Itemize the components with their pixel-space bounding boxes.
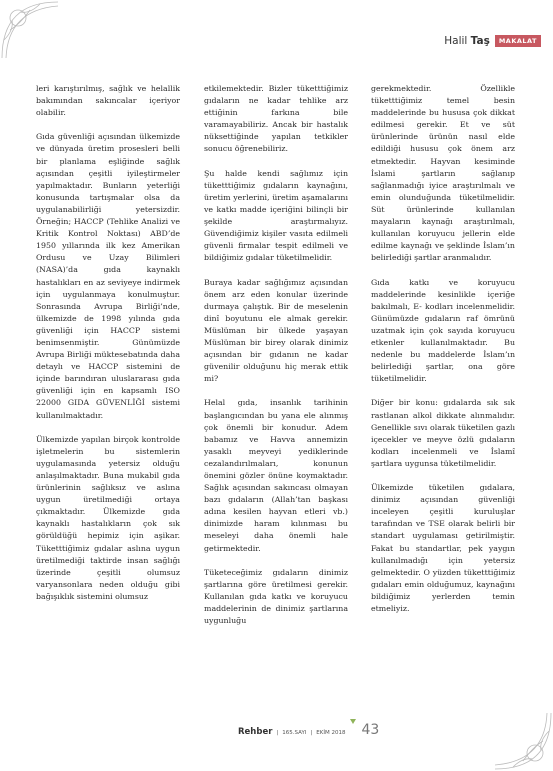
magazine-logo: Rehber: [238, 727, 273, 737]
paragraph: Şu halde kendi sağlımız için tüketttiğimiz gıdaların kaynağını, üretim yerlerini, üretim aşamalarını ve katkı madde içeriğini bilinçli bir şekilde araştırmalıyız. Güvendiğimiz kişiler vasıta edilmeli güvenli firmalar tespit edilmeli ve bildiğimiz gıdalar tüketilmelidir.: [204, 168, 348, 263]
paragraph: Buraya kadar sağlığımız açısından önem arz eden konular üzerinde durmaya çalıştık. Bir de meselenin dinî boyutunu ele almak gerekir. Müslüman bir ülkede yaşayan Müslüman bir birey olarak dinimiz açısından bir gıdanın ne kadar güvenilir olduğunu hiç merak ettik mi?: [204, 277, 348, 384]
paragraph: Ülkemizde tüketilen gıdalara, dinimiz açısından güvenliği inceleyen çeşitli kuruluşlar tarafından ve TSE olarak belirli bir standart uygulaması getirilmiştir. Fakat bu standartlar, pek yaygın kullanılmadığı için yetersiz gelmektedir. O yüzden tüketttiğimiz gıdaları emin olduğumuz, kaynağını bildiğimiz yerlerden temin etmeliyiz.: [371, 483, 515, 614]
article-header: [444, 35, 541, 47]
text-column-2: [204, 83, 348, 639]
text-column-1: [36, 83, 180, 615]
author-first-name: Halil: [444, 35, 468, 47]
text-column-3: [371, 83, 515, 627]
paragraph: Gıda güvenliği açısından ülkemizde ve dünyada üretim prosesleri belli bir planlama eşliğinde sağlık açısından çeşitli iyileştirmeler yapılmaktadır. Bunların yeterliği konusunda tartışmalar olsa da uygulanabilirliği yetersizdir. Örneğin; HACCP (Tehlike Analizi ve Kritik Kontrol Noktası) ABD’de 1950 yıllarında ilk kez Amerikan Ordusu ve Uzay Bilimleri (NASA)’da gıda kaynaklı hastalıkları en az seviyeye indirmek için uygulanmaya konulmuştur. Sonrasında Avrupa Birliği’nde, ülkemizde de 1998 yılında gıda güvenliği için HACCP sistemi benimsenmiştir. Günümüzde Avrupa Birliği müktesebatında daha detaylı ve HACCP sistemini de içinde barındıran uluslararası gıda güvenliği için en kapsamlı ISO 22000 GIDA GÜVENLİĞİ sistemi kullanılmaktadır.: [36, 132, 180, 420]
page-number: 43: [361, 722, 380, 738]
issue-date: EKİM 2018: [316, 730, 346, 736]
author-name: [444, 35, 490, 47]
corner-ornament: [493, 711, 553, 771]
paragraph: etkilemektedir. Bizler tüketttiğimiz gıdaların ne kadar tehlike arz ettiğinin farkına bile varamayabiliriz. Ancak bir hastalık nüksettiğinde yapılan tetkikler sonucu öğrenebiliriz.: [204, 84, 348, 154]
footer-separator: |: [276, 730, 279, 736]
footer-separator: |: [310, 730, 313, 736]
author-last-name: Taş: [470, 35, 490, 47]
section-tag: MAKALAT: [495, 35, 541, 47]
issue-number: 165.SAYI: [282, 730, 307, 736]
paragraph: Diğer bir konu: gıdalarda sık sık rastlanan alkol dikkate alınmalıdır. Genellikle sıvı olarak tüketilen gazlı içecekler ve meyve özlü gıdaların kodları incelenmeli ve İslamî şartlara uygunsa tüketilmelidir.: [371, 398, 515, 468]
page-footer: [238, 722, 379, 738]
paragraph: gerekmektedir. Özellikle tüketttiğimiz temel besin maddelerinde bu hususa çok dikkat edilmesi gerekir. Et ve süt ürünlerinde ürünün nasıl elde edildiği hususu çok önem arz etmektedir. Hayvan kesiminde İslami şartların sağlanıp sağlanmadığı iyice araştırılmalı ve emin olunduğunda tüketilmelidir. Süt ürünlerinde kullanılan mayaların kaynağı araştırılmalı, kullanılan koruyucu jellerin elde edilme kaynağı ve şeklinde İslam’ın belirlediği şartlar aranmalıdır.: [371, 84, 515, 263]
paragraph: Ülkemizde yapılan birçok kontrolde işletmelerin bu sistemlerin uygulamasında yetersiz olduğu anlaşılmaktadır. Buna mukabil gıda ürünlerinin sağlıksız ve aslına uygun üretilmediği ortaya çıkmaktadır. Ülkemizde gıda kaynaklı hastalıkların çok sık görüldüğü hepimiz için aşikar. Tüketttiğimiz gıdalar aslına uygun üretilmediği taktirde insan sağlığı üzerinde çeşitli olumsuz varyansonlara neden olduğu gibi bağışıklık sistemini olumsuz: [36, 434, 180, 601]
paragraph: leri karıştırılmış, sağlık ve helallik bakımından sakıncalar içeriyor olabilir.: [36, 84, 180, 118]
triangle-icon: [350, 719, 356, 724]
paragraph: Helal gıda, insanlık tarihinin başlangıcından bu yana ele alınmış çok önemli bir konudur. Adem babamız ve Havva annemizin yasaklı meyveyi yediklerinde cezalandırılmaları, konunun önemini gözler önüne koymaktadır. Sağlık açısından sakıncası olmayan bazı gıdaların (Allah’tan başkası adına kesilen hayvan etleri vb.) dinimizde haram kılınması bu meseleyi daha önemli hale getirmektedir.: [204, 398, 348, 553]
corner-ornament: [0, 0, 60, 60]
paragraph: Gıda katkı ve koruyucu maddelerinde kesinlikle içeriğe bakılmalı, E- kodları incelenmelidir. Günümüzde gıdaların raf ömrünü uzatmak için çok sayıda koruyucu etkenler kullanılmaktadır. Bu nedenle bu maddelerde İslam’ın belirlediği şartlar, ona göre tüketilmelidir.: [371, 277, 515, 384]
paragraph: Tüketeceğimiz gıdaların dinimiz şartlarına göre üretilmesi gerekir. Kullanılan gıda katkı ve koruyucu maddelerinin de dinimiz şartlarına uygunluğu: [204, 567, 348, 626]
